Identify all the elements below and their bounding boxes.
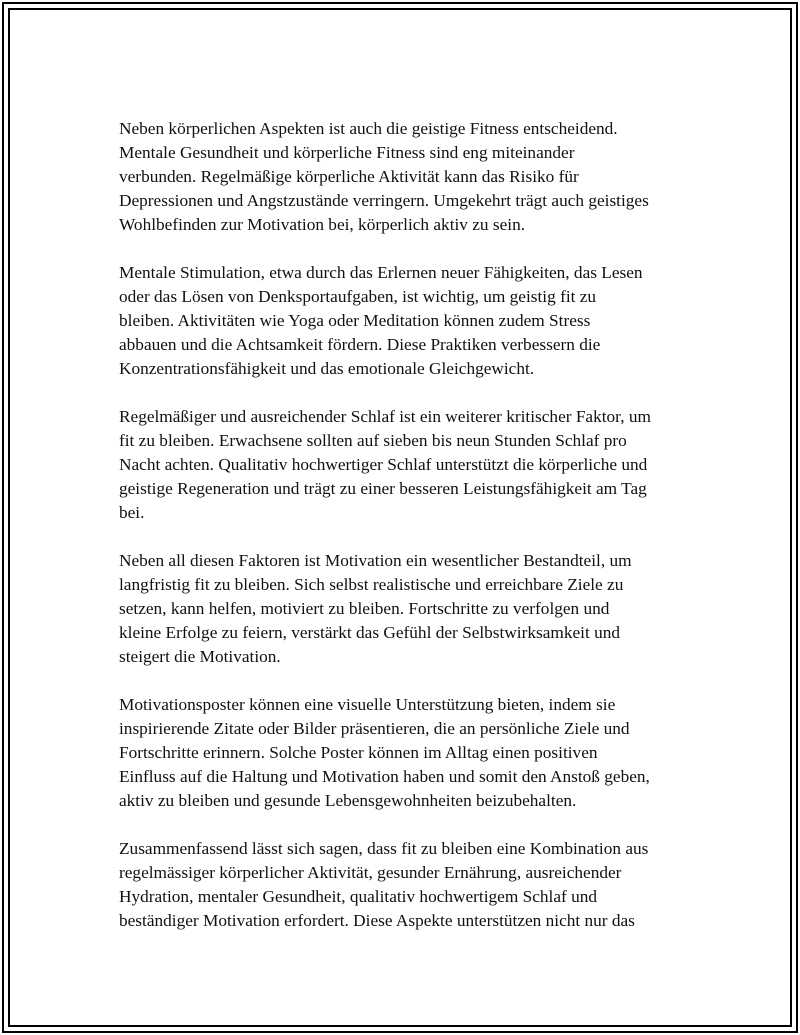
text-line: Nacht achten. Qualitativ hochwertiger Schlaf unterstützt die körperliche und bbox=[119, 455, 648, 474]
text-line: Neben all diesen Faktoren ist Motivation ein wesentlicher Bestandteil, um bbox=[119, 551, 632, 570]
text-line: Mentale Stimulation, etwa durch das Erlernen neuer Fähigkeiten, das Lesen bbox=[119, 263, 643, 282]
document-body bbox=[119, 117, 694, 957]
text-line: Depressionen und Angstzustände verringern. Umgekehrt trägt auch geistiges bbox=[119, 191, 649, 210]
text-line: inspirierende Zitate oder Bilder präsentieren, die an persönliche Ziele und bbox=[119, 719, 630, 738]
paragraph-mental-fitness bbox=[119, 117, 694, 237]
text-line: langfristig fit zu bleiben. Sich selbst realistische und erreichbare Ziele zu bbox=[119, 575, 624, 594]
text-line: bei. bbox=[119, 503, 145, 522]
text-line: Regelmäßiger und ausreichender Schlaf ist ein weiterer kritischer Faktor, um bbox=[119, 407, 651, 426]
text-line: verbunden. Regelmäßige körperliche Aktivität kann das Risiko für bbox=[119, 167, 579, 186]
text-line: setzen, kann helfen, motiviert zu bleiben. Fortschritte zu verfolgen und bbox=[119, 599, 610, 618]
text-line: abbauen und die Achtsamkeit fördern. Diese Praktiken verbessern die bbox=[119, 335, 601, 354]
text-line: Mentale Gesundheit und körperliche Fitness sind eng miteinander bbox=[119, 143, 575, 162]
paragraph-summary bbox=[119, 837, 694, 933]
paragraph-motivation-posters bbox=[119, 693, 694, 813]
text-line: kleine Erfolge zu feiern, verstärkt das Gefühl der Selbstwirksamkeit und bbox=[119, 623, 620, 642]
text-line: Konzentrationsfähigkeit und das emotionale Gleichgewicht. bbox=[119, 359, 535, 378]
text-line: Wohlbefinden zur Motivation bei, körperlich aktiv zu sein. bbox=[119, 215, 526, 234]
text-line: Hydration, mentaler Gesundheit, qualitativ hochwertigem Schlaf und bbox=[119, 887, 597, 906]
text-line: aktiv zu bleiben und gesunde Lebensgewohnheiten beizubehalten. bbox=[119, 791, 577, 810]
text-line: regelmässiger körperlicher Aktivität, gesunder Ernährung, ausreichender bbox=[119, 863, 622, 882]
text-line: bleiben. Aktivitäten wie Yoga oder Meditation können zudem Stress bbox=[119, 311, 591, 330]
text-line: Fortschritte erinnern. Solche Poster können im Alltag einen positiven bbox=[119, 743, 598, 762]
text-line: beständiger Motivation erfordert. Diese Aspekte unterstützen nicht nur das bbox=[119, 911, 635, 930]
text-line: Zusammenfassend lässt sich sagen, dass fit zu bleiben eine Kombination aus bbox=[119, 839, 649, 858]
text-line: Einfluss auf die Haltung und Motivation haben und somit den Anstoß geben, bbox=[119, 767, 650, 786]
text-line: Neben körperlichen Aspekten ist auch die geistige Fitness entscheidend. bbox=[119, 119, 618, 138]
text-line: Motivationsposter können eine visuelle Unterstützung bieten, indem sie bbox=[119, 695, 616, 714]
text-line: fit zu bleiben. Erwachsene sollten auf sieben bis neun Stunden Schlaf pro bbox=[119, 431, 627, 450]
text-line: geistige Regeneration und trägt zu einer besseren Leistungsfähigkeit am Tag bbox=[119, 479, 647, 498]
text-line: steigert die Motivation. bbox=[119, 647, 281, 666]
text-line: oder das Lösen von Denksportaufgaben, ist wichtig, um geistig fit zu bbox=[119, 287, 597, 306]
paragraph-motivation bbox=[119, 549, 694, 669]
paragraph-sleep bbox=[119, 405, 694, 525]
paragraph-mental-stimulation bbox=[119, 261, 694, 381]
